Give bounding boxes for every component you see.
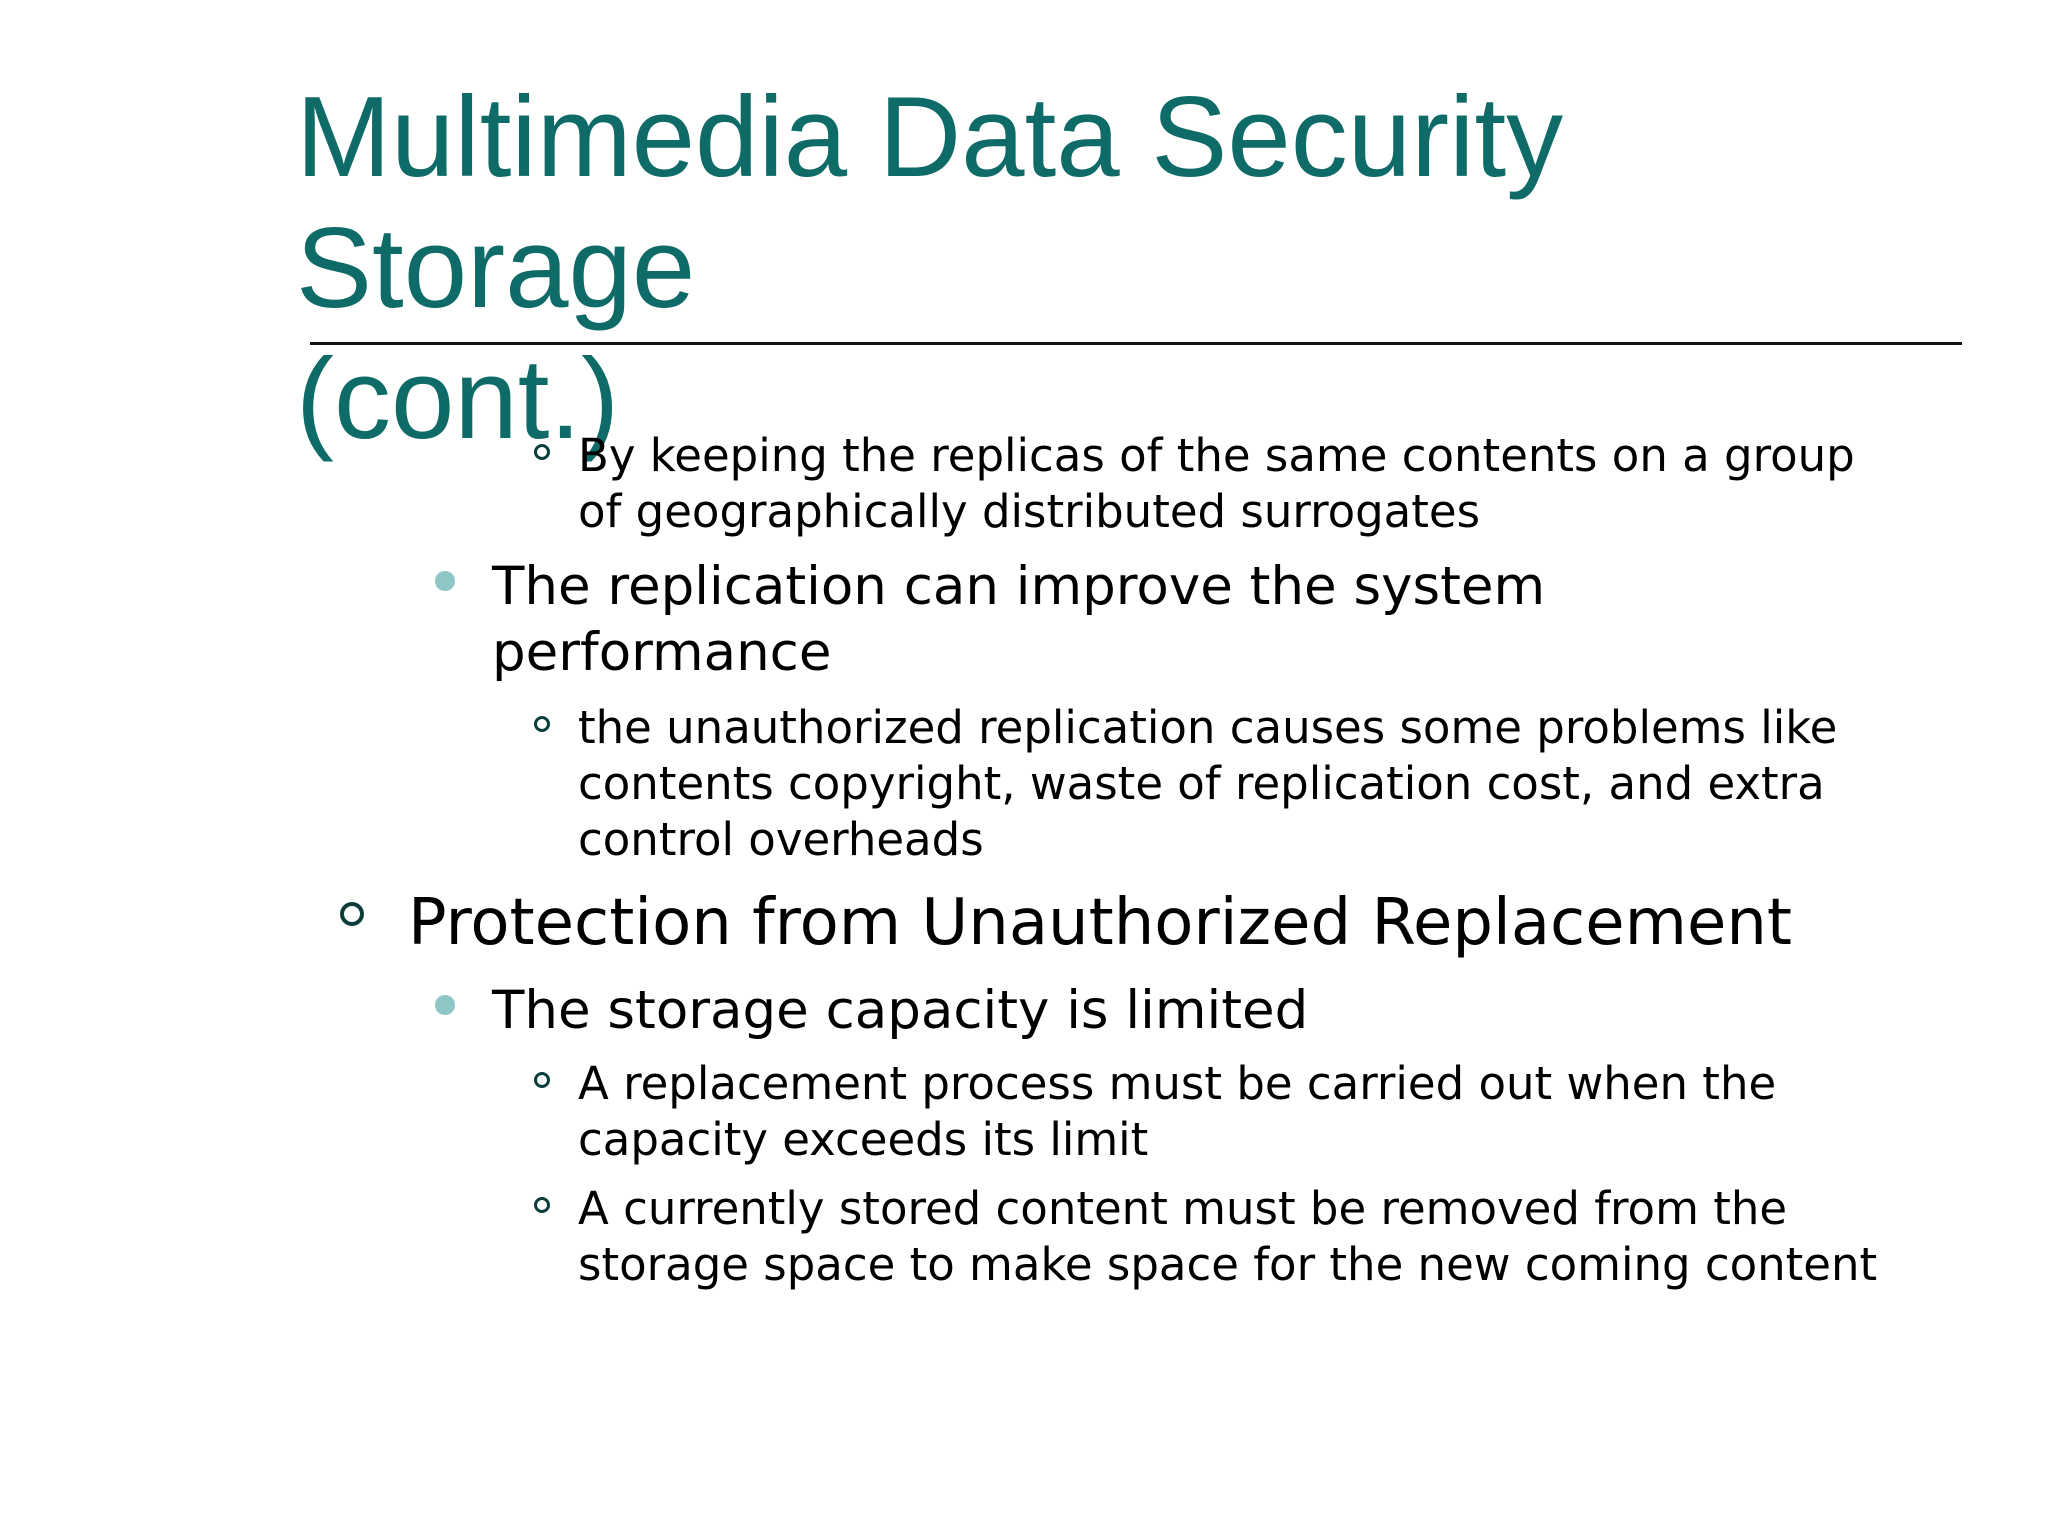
bullet-level2-replication-performance — [492, 554, 1545, 686]
bullet-level1-unauthorized-replacement — [408, 884, 1792, 962]
bullet-line: The replication can improve the system — [492, 556, 1546, 617]
hollow-circle-bullet-icon — [534, 716, 550, 732]
bullet-line: performance — [492, 622, 832, 683]
bullet-level3-replacement-process — [578, 1056, 1776, 1168]
bullet-line: storage space to make space for the new coming content — [578, 1238, 1878, 1291]
slide-title-line-2: (cont.) — [296, 336, 620, 463]
hollow-circle-bullet-icon — [340, 902, 364, 926]
bullet-level3-replicas — [578, 428, 1855, 540]
bullet-line: contents copyright, waste of replication cost, and extra — [578, 757, 1825, 810]
bullet-line: capacity exceeds its limit — [578, 1113, 1149, 1166]
hollow-circle-bullet-icon — [534, 444, 550, 460]
slide-title-line-1: Multimedia Data Security Storage — [296, 74, 1564, 332]
filled-dot-bullet-icon — [435, 571, 455, 591]
bullet-line: The storage capacity is limited — [492, 980, 1309, 1041]
bullet-line: Protection from Unauthorized Replacement — [408, 886, 1792, 960]
slide-title — [296, 72, 1956, 465]
hollow-circle-bullet-icon — [534, 1072, 550, 1088]
filled-dot-bullet-icon — [435, 995, 455, 1015]
bullet-line: control overheads — [578, 813, 984, 866]
bullet-line: By keeping the replicas of the same contents on a group — [578, 429, 1855, 482]
bullet-line: the unauthorized replication causes some problems like — [578, 701, 1838, 754]
bullet-level3-content-removal — [578, 1181, 1877, 1293]
bullet-line: of geographically distributed surrogates — [578, 485, 1481, 538]
bullet-line: A currently stored content must be removed from the — [578, 1182, 1788, 1235]
hollow-circle-bullet-icon — [534, 1197, 550, 1213]
bullet-level2-storage-capacity — [492, 978, 1308, 1044]
bullet-line: A replacement process must be carried out when the — [578, 1057, 1777, 1110]
bullet-level3-unauthorized-replication — [578, 700, 1837, 868]
title-divider — [310, 342, 1962, 345]
